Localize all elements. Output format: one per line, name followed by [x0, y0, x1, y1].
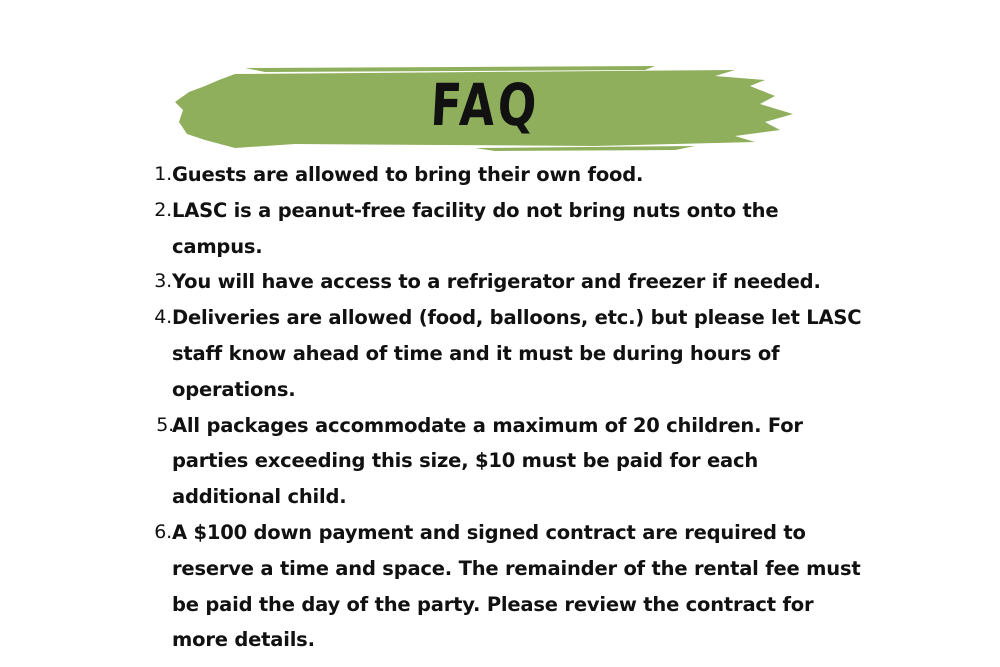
- faq-text: Deliveries are allowed (food, balloons, etc.) but please let LASC staff know ahead of time and it must be during hours of operations.: [172, 306, 862, 401]
- faq-text: Guests are allowed to bring their own food.: [172, 163, 644, 186]
- faq-number: 5.: [156, 413, 174, 436]
- faq-number: 1.: [154, 163, 172, 185]
- faq-number: 6.: [154, 520, 172, 543]
- faq-list: [150, 157, 870, 658]
- faq-text: You will have access to a refrigerator and freezer if needed.: [172, 270, 821, 294]
- faq-number: 3.: [154, 270, 172, 293]
- faq-item: [150, 157, 870, 193]
- faq-item: [150, 408, 870, 515]
- faq-banner: [175, 62, 795, 152]
- faq-text: LASC is a peanut-free facility do not bring nuts onto the campus.: [172, 198, 779, 258]
- faq-item: [150, 193, 870, 265]
- faq-number: 2.: [154, 198, 172, 221]
- faq-text: A $100 down payment and signed contract are required to reserve a time and space. The remainder of the rental fee must be paid the day of the party. Please review the contract for more details.: [172, 520, 861, 652]
- faq-item: [150, 515, 870, 658]
- faq-item: [150, 264, 870, 300]
- faq-text: All packages accommodate a maximum of 20 children. For parties exceeding this size, $10 must be paid for each additional child.: [172, 413, 803, 509]
- page-title: FAQ: [428, 71, 542, 139]
- faq-item: [150, 300, 870, 407]
- faq-number: 4.: [154, 306, 172, 329]
